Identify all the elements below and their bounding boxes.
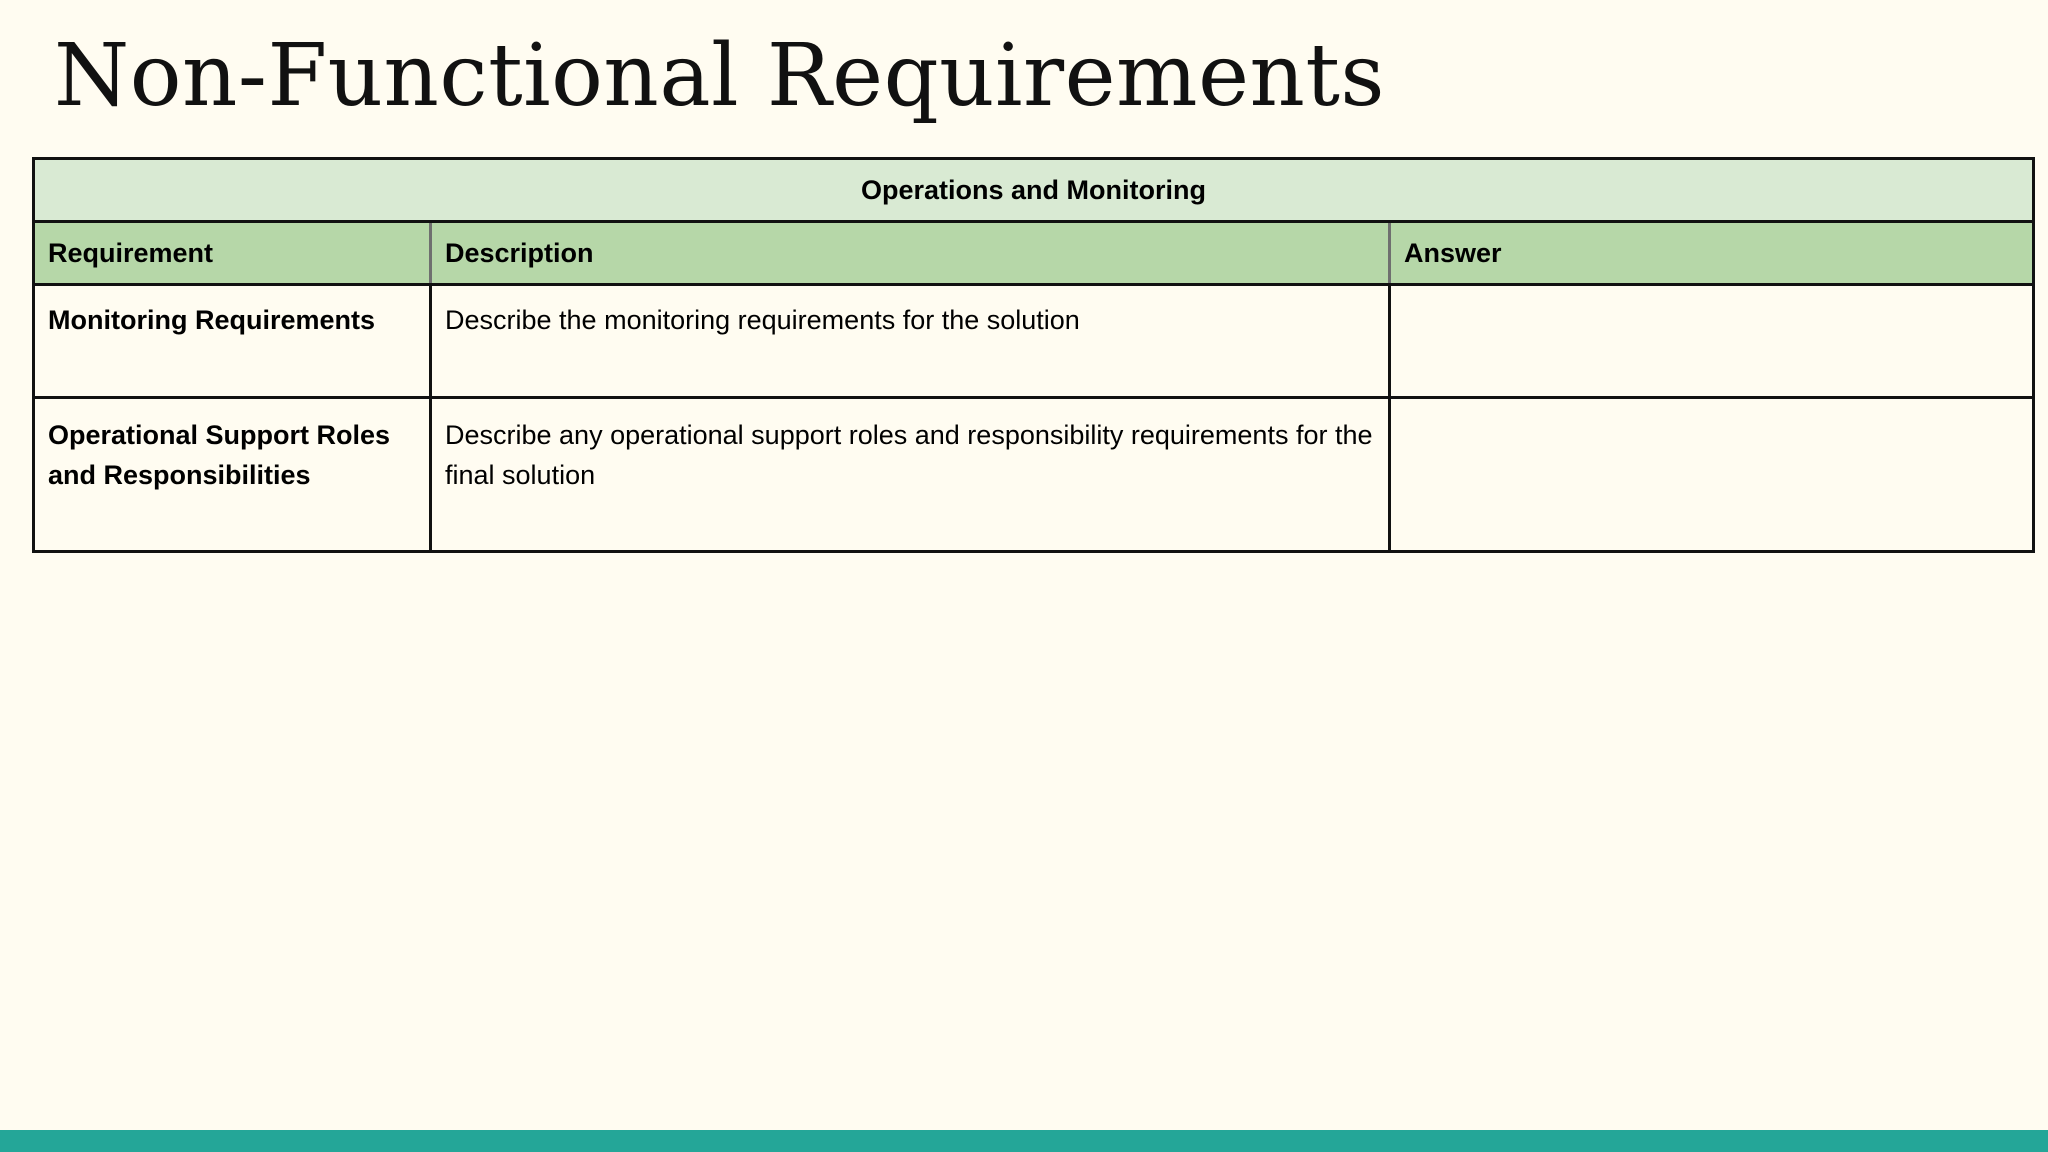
column-header-description: Description bbox=[431, 222, 1390, 285]
requirement-cell: Monitoring Requirements bbox=[34, 285, 431, 398]
column-header-requirement: Requirement bbox=[34, 222, 431, 285]
requirements-table bbox=[32, 157, 2035, 553]
footer-accent-bar bbox=[0, 1130, 2048, 1152]
section-title: Operations and Monitoring bbox=[34, 159, 2034, 222]
table-row bbox=[34, 398, 2034, 552]
page-title: Non-Functional Requirements bbox=[54, 26, 1386, 126]
description-cell: Describe any operational support roles and responsibility requirements for the final solution bbox=[431, 398, 1390, 552]
column-header-answer: Answer bbox=[1390, 222, 2034, 285]
table-row bbox=[34, 285, 2034, 398]
section-header-row bbox=[34, 159, 2034, 222]
column-header-row bbox=[34, 222, 2034, 285]
answer-cell[interactable] bbox=[1390, 398, 2034, 552]
requirement-cell: Operational Support Roles and Responsibilities bbox=[34, 398, 431, 552]
answer-cell[interactable] bbox=[1390, 285, 2034, 398]
description-cell: Describe the monitoring requirements for the solution bbox=[431, 285, 1390, 398]
